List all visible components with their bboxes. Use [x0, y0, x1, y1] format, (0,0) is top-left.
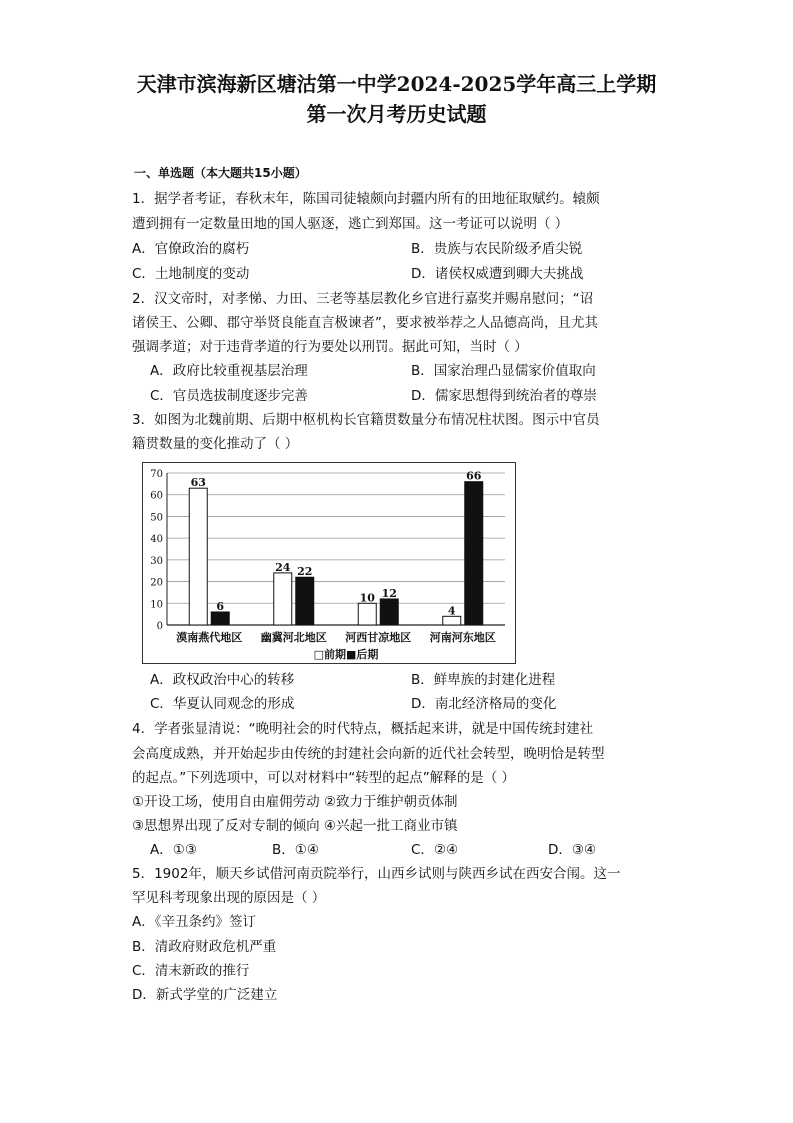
bar-late	[296, 577, 314, 625]
q1-option-c[interactable]: C．土地制度的变动	[132, 266, 250, 282]
q5-option-c[interactable]: C．清末新政的推行	[132, 963, 250, 979]
q3-option-a[interactable]: A．政权政治中心的转移	[150, 672, 295, 688]
q4-option-a[interactable]: A．①③	[150, 842, 197, 858]
data-label: 63	[190, 476, 206, 490]
data-label: 22	[297, 565, 313, 579]
exam-title-line1: 天津市滨海新区塘沽第一中学2024-2025学年高三上学期	[136, 72, 657, 96]
q5-line1: 5．1902年，顺天乡试借河南贡院举行，山西乡试则与陕西乡试在西安合闱。这一	[132, 866, 621, 882]
q5-option-b[interactable]: B．清政府财政危机严重	[132, 939, 277, 955]
q4-line4: ①开设工场，使用自由雇佣劳动 ②致力于维护朝贡体制	[132, 794, 458, 810]
y-tick-label: 50	[150, 512, 163, 524]
q3-option-b[interactable]: B．鲜卑族的封建化进程	[411, 672, 556, 688]
data-label: 4	[447, 604, 456, 618]
q3-option-c[interactable]: C．华夏认同观念的形成	[150, 696, 295, 712]
y-tick-label: 60	[150, 490, 163, 502]
data-label: 66	[466, 469, 482, 483]
bar-early	[358, 603, 376, 625]
q5-option-a[interactable]: A．《辛丑条约》签订	[132, 914, 256, 930]
y-tick-label: 30	[150, 555, 163, 567]
y-tick-label: 40	[150, 534, 163, 546]
q3-line2: 籍贯数量的变化推动了（ ）	[132, 436, 299, 452]
data-label: 10	[359, 591, 375, 605]
bar-chart-svg	[143, 463, 515, 663]
q4-option-d[interactable]: D．③④	[548, 842, 597, 858]
bar-early	[443, 616, 461, 625]
q5-option-d[interactable]: D．新式学堂的广泛建立	[132, 987, 278, 1003]
q4-line5: ③思想界出现了反对专制的倾向 ④兴起一批工商业市镇	[132, 818, 458, 834]
q2-option-b[interactable]: B．国家治理凸显儒家价值取向	[411, 363, 596, 379]
q2-option-a[interactable]: A．政府比较重视基层治理	[150, 363, 308, 379]
q4-line1: 4．学者张显清说：“晚明社会的时代特点，概括起来讲，就是中国传统封建社	[132, 721, 594, 737]
bar-late	[380, 599, 398, 625]
exam-title-line2: 第一次月考历史试题	[306, 102, 487, 126]
q3-line1: 3．如图为北魏前期、后期中枢机构长官籍贯数量分布情况柱状图。图示中官员	[132, 412, 600, 428]
q4-option-c[interactable]: C．②④	[411, 842, 459, 858]
y-tick-label: 70	[150, 469, 163, 480]
q1-option-a[interactable]: A．官僚政治的腐朽	[132, 241, 250, 257]
q1-option-d[interactable]: D．诸侯权威遭到卿大夫挑战	[411, 266, 584, 282]
q2-option-c[interactable]: C．官员选拔制度逐步完善	[150, 388, 308, 404]
bar-early	[274, 573, 292, 625]
y-tick-label: 20	[150, 577, 163, 589]
q1-line1: 1．据学者考证，春秋末年，陈国司徒辕颇向封疆内所有的田地征取赋约。辕颇	[132, 191, 600, 207]
bar-early	[189, 488, 207, 625]
data-label: 6	[216, 599, 225, 613]
bar-chart	[142, 462, 516, 664]
category-label: 河南河东地区	[429, 631, 496, 644]
chart-legend: □前期■后期	[313, 648, 379, 661]
y-tick-label: 10	[150, 599, 163, 611]
q4-line3: 的起点。”下列选项中，可以对材料中“转型的起点”解释的是（ ）	[132, 770, 516, 786]
q4-option-b[interactable]: B．①④	[272, 842, 319, 858]
category-label: 漠南燕代地区	[176, 631, 243, 644]
y-tick-label: 0	[156, 621, 163, 632]
q1-line2: 遭到拥有一定数量田地的国人驱逐，逃亡到郑国。这一考证可以说明（ ）	[132, 216, 569, 232]
q2-line1: 2．汉文帝时，对孝悌、力田、三老等基层教化乡官进行嘉奖并赐帛慰问；“诏	[132, 291, 594, 307]
data-label: 12	[381, 586, 397, 600]
q4-line2: 会高度成熟，并开始起步由传统的封建社会向新的近代社会转型，晚明恰是转型	[132, 746, 605, 762]
q1-option-b[interactable]: B．贵族与农民阶级矛盾尖锐	[411, 241, 583, 257]
section-heading: 一、单选题（本大题共15小题）	[134, 166, 307, 180]
bar-late	[465, 482, 483, 625]
category-label: 河西甘凉地区	[345, 631, 412, 644]
q5-line2: 罕见科考现象出现的原因是（ ）	[132, 890, 326, 906]
q3-option-d[interactable]: D．南北经济格局的变化	[411, 696, 557, 712]
q2-line2: 诸侯王、公卿、郡守举贤良能直言极谏者”，要求被举荐之人品德高尚，且尤其	[132, 315, 598, 331]
category-label: 幽冀河北地区	[260, 631, 327, 644]
q2-line3: 强调孝道；对于违背孝道的行为要处以刑罚。据此可知，当时（ ）	[132, 339, 528, 355]
q2-option-d[interactable]: D．儒家思想得到统治者的尊崇	[411, 388, 597, 404]
data-label: 24	[275, 560, 291, 574]
bar-late	[211, 612, 229, 625]
